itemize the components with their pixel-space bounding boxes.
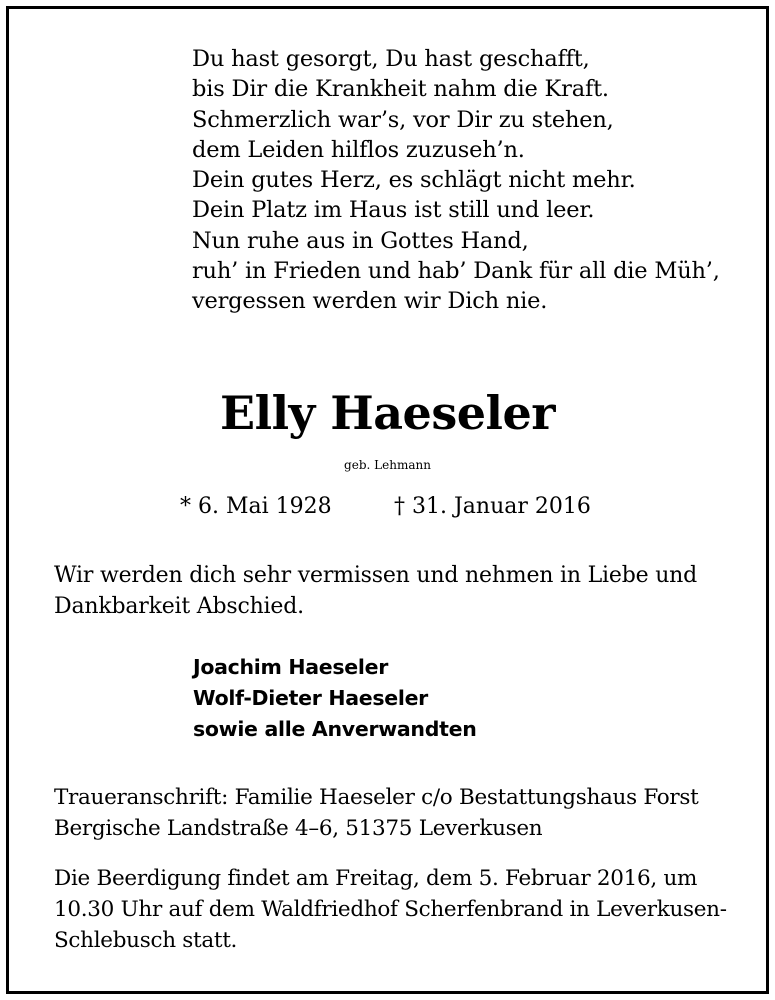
poem-line: Du hast gesorgt, Du hast geschafft, (192, 46, 590, 72)
death-date: † 31. Januar 2016 (394, 494, 591, 519)
memorial-poem (192, 44, 720, 317)
farewell-line: Dankbarkeit Abschied. (54, 594, 304, 619)
poem-line: dem Leiden hilflos zuzuseh’n. (192, 136, 525, 163)
farewell-text (54, 560, 734, 622)
poem-line: Nun ruhe aus in Gottes Hand, (192, 227, 529, 254)
farewell-line: Wir werden dich sehr vermissen und nehmen in Liebe und (54, 563, 698, 588)
deceased-name: Elly Haeseler (220, 386, 555, 440)
maiden-name: geb. Lehmann (344, 458, 431, 472)
address-line: Traueranschrift: Familie Haeseler c/o Bestattungshaus Forst (54, 785, 699, 810)
funeral-info (54, 863, 727, 956)
poem-line: vergessen werden wir Dich nie. (192, 288, 548, 315)
poem-line: Schmerzlich war’s, vor Dir zu stehen, (192, 106, 614, 133)
funeral-line: Die Beerdigung findet am Freitag, dem 5. Februar 2016, um (54, 866, 698, 891)
funeral-line: Schlebusch statt. (54, 928, 238, 953)
mourners-list (193, 652, 477, 745)
poem-line: Dein gutes Herz, es schlägt nicht mehr. (192, 167, 636, 194)
address-line: Bergische Landstraße 4–6, 51375 Leverkusen (54, 816, 543, 841)
poem-line: bis Dir die Krankheit nahm die Kraft. (192, 76, 609, 103)
funeral-line: 10.30 Uhr auf dem Waldfriedhof Scherfenbrand in Leverkusen- (54, 897, 727, 922)
mourner-name: Wolf-Dieter Haeseler (193, 686, 428, 710)
poem-line: Dein Platz im Haus ist still und leer. (192, 197, 595, 224)
mourner-name: sowie alle Anverwandten (193, 717, 477, 741)
mourner-name: Joachim Haeseler (193, 655, 389, 679)
poem-line: ruh’ in Frieden und hab’ Dank für all die Müh’, (192, 258, 720, 285)
birth-date: * 6. Mai 1928 (180, 494, 332, 519)
mourning-address (54, 782, 698, 844)
